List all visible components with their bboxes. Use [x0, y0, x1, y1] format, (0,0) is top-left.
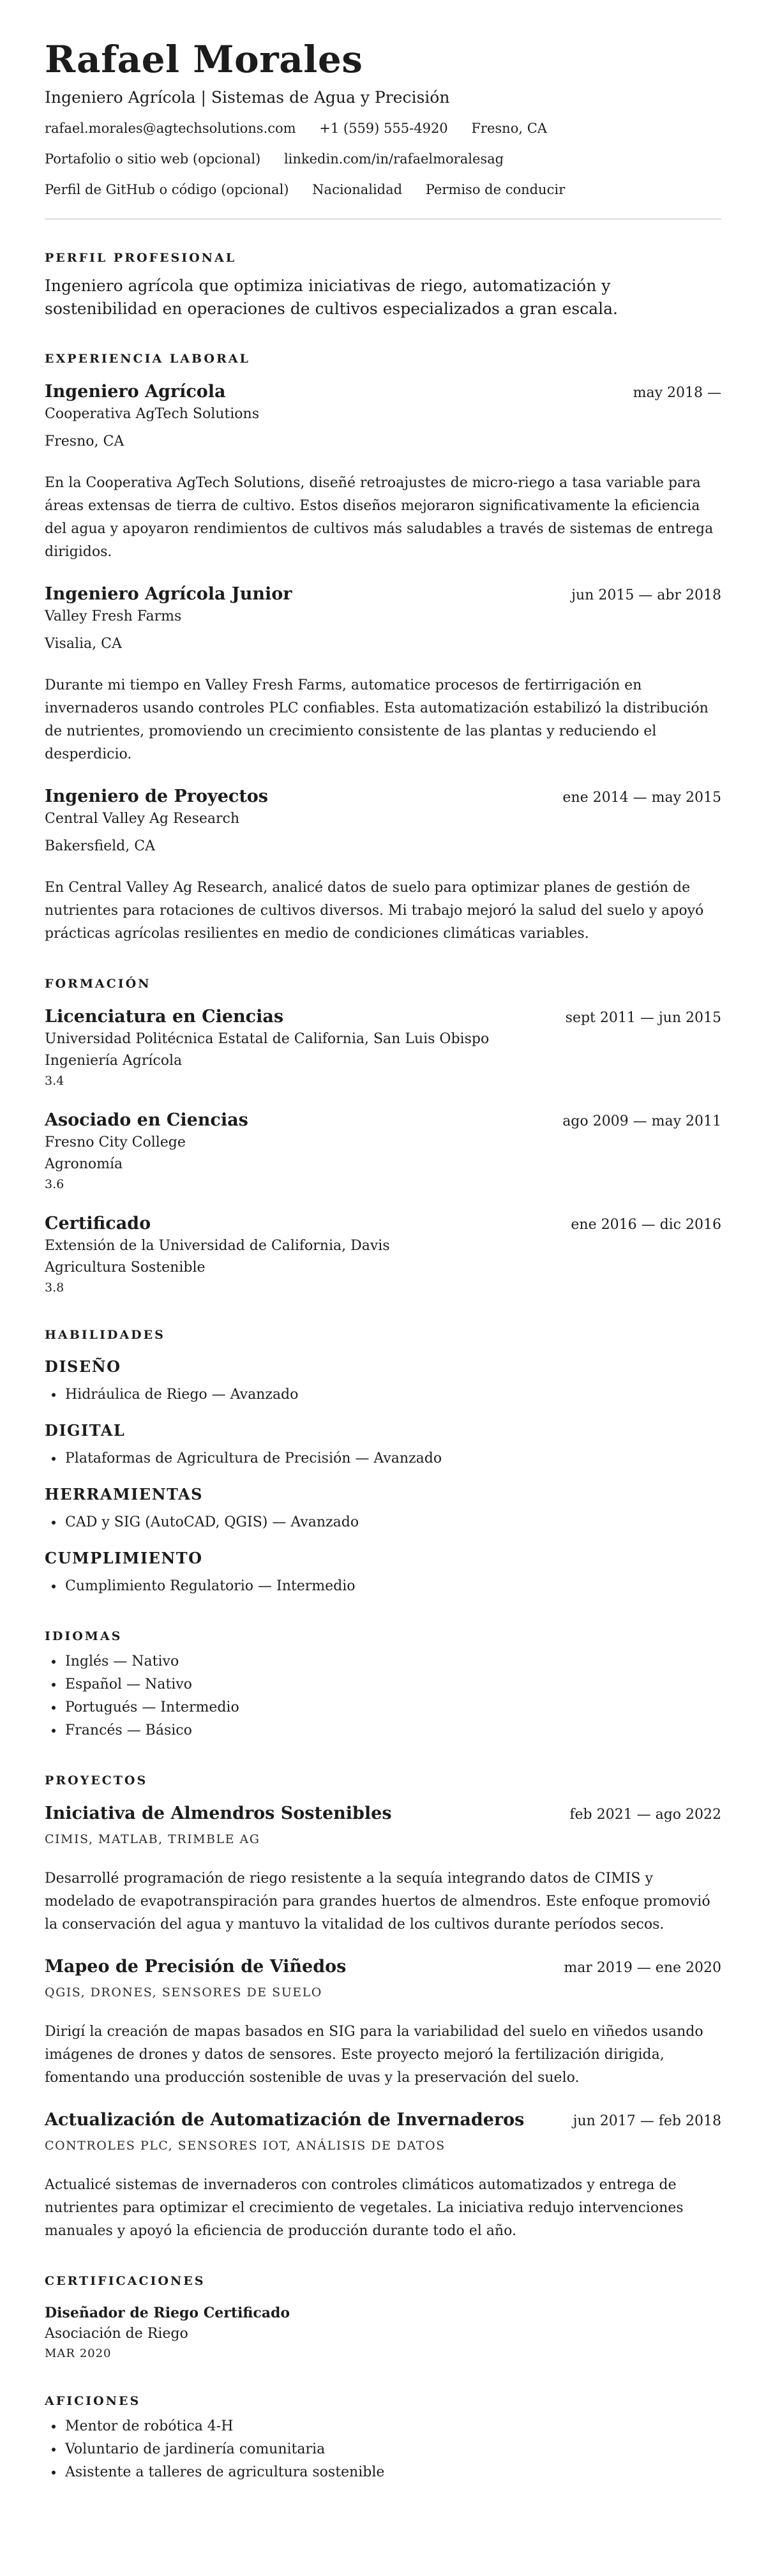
project-entry	[45, 1802, 721, 1936]
education-dates: sept 2011 — jun 2015	[565, 1010, 721, 1026]
certification-entry	[45, 2303, 721, 2363]
skill-items	[45, 1447, 721, 1470]
education-school: Fresno City College	[45, 1134, 186, 1150]
contact-nationality: Nacionalidad	[312, 182, 403, 197]
experience-role: Ingeniero Agrícola	[45, 382, 226, 402]
experience-location: Fresno, CA	[45, 433, 124, 449]
project-name: Mapeo de Precisión de Viñedos	[45, 1957, 347, 1977]
skill-category: DIGITAL	[45, 1421, 126, 1440]
certification-date: MAR 2020	[45, 2347, 112, 2360]
experience-role: Ingeniero Agrícola Junior	[45, 584, 292, 604]
section-title-experience: EXPERIENCIA LABORAL	[45, 352, 250, 366]
education-list	[45, 1006, 721, 1297]
experience-entry	[45, 380, 721, 564]
education-dates: ago 2009 — may 2011	[562, 1113, 721, 1129]
skill-category: CUMPLIMIENTO	[45, 1549, 203, 1567]
skill-item: • CAD y SIG (AutoCAD, QGIS) — Avanzado	[64, 1511, 721, 1534]
project-tech: QGIS, DRONES, SENSORES DE SUELO	[45, 1985, 322, 2000]
section-title-certifications: CERTIFICACIONES	[45, 2274, 206, 2288]
skill-item: • Plataformas de Agricultura de Precisión — Avanzado	[64, 1447, 721, 1470]
project-tech: CIMIS, MATLAB, TRIMBLE AG	[45, 1832, 260, 1846]
skill-items	[45, 1511, 721, 1534]
experience-description: En la Cooperativa AgTech Solutions, diseñé retroajustes de micro-riego a tasa variable para áreas extensas de tierra de cultivo. Estos diseños mejoraron significativamente la eficiencia del agua y apoyaron rendimientos de cultivos más saludables a través de sistemas de entrega dirigidos.	[45, 475, 714, 560]
certification-name: Diseñador de Riego Certificado	[45, 2305, 290, 2321]
section-title-projects: PROYECTOS	[45, 1774, 148, 1788]
project-entry	[45, 1955, 721, 2090]
education-field: Agricultura Sostenible	[45, 1260, 206, 1276]
language-item: • Francés — Básico	[64, 1719, 721, 1742]
contact-portfolio[interactable]: Portafolio o sitio web (opcional)	[45, 151, 261, 167]
education-school: Universidad Politécnica Estatal de California, San Luis Obispo	[45, 1031, 490, 1047]
contact-location: Fresno, CA	[471, 121, 547, 136]
skill-items	[45, 1383, 721, 1406]
experience-entry	[45, 583, 721, 766]
experience-location: Bakersfield, CA	[45, 838, 155, 854]
language-item: • Español — Nativo	[64, 1673, 721, 1696]
experience-dates: jun 2015 — abr 2018	[571, 587, 721, 603]
project-description: Dirigí la creación de mapas basados en SIG para la variabilidad del suelo en viñedos usando imágenes de drones y datos de sensores. Este proyecto mejoró la fertilización dirigida, fomentando una producción sostenible de uvas y la preservación del suelo.	[45, 2024, 703, 2086]
contact-phone[interactable]: +1 (559) 555-4920	[319, 121, 448, 136]
contact-row-links	[45, 148, 721, 170]
certification-org: Asociación de Riego	[45, 2326, 188, 2342]
project-dates: feb 2021 — ago 2022	[569, 1807, 721, 1823]
contact-row-primary	[45, 117, 721, 139]
experience-location: Visalia, CA	[45, 636, 122, 652]
experience-description: Durante mi tiempo en Valley Fresh Farms, automatice procesos de fertirrigación en invernaderos usando controles PLC confiables. Esta automatización estabilizó la distribución de nutrientes, promoviendo un crecimiento consistente de las plantas y reduciendo el desperdicio.	[45, 677, 709, 762]
experience-company: Central Valley Ag Research	[45, 811, 240, 827]
skill-category: HERRAMIENTAS	[45, 1485, 204, 1503]
header-divider	[45, 218, 721, 220]
education-entry	[45, 1212, 721, 1297]
experience-dates: may 2018 —	[633, 385, 721, 401]
education-gpa: 3.8	[45, 1281, 64, 1295]
experience-company: Valley Fresh Farms	[45, 608, 182, 624]
experience-role: Ingeniero de Proyectos	[45, 787, 268, 806]
skill-items	[45, 1575, 721, 1598]
project-dates: mar 2019 — ene 2020	[564, 1960, 721, 1976]
experience-description: En Central Valley Ag Research, analicé datos de suelo para optimizar planes de gestión de nutrientes para rotaciones de cultivos diversos. Mi trabajo mejoró la salud del suelo y apoyó prácticas agrícolas resilientes en medio de condiciones climáticas variables.	[45, 880, 704, 942]
skills-list	[45, 1357, 721, 1598]
experience-entry	[45, 785, 721, 945]
projects-list	[45, 1802, 721, 2243]
contact-row-extra	[45, 179, 721, 200]
experience-list	[45, 380, 721, 945]
section-title-languages: IDIOMAS	[45, 1629, 123, 1643]
hobby-item: • Asistente a talleres de agricultura sostenible	[64, 2461, 721, 2484]
education-school: Extensión de la Universidad de California, Davis	[45, 1238, 390, 1254]
project-dates: jun 2017 — feb 2018	[573, 2113, 721, 2129]
section-title-education: FORMACIÓN	[45, 977, 151, 991]
project-description: Desarrollé programación de riego resistente a la sequía integrando datos de CIMIS y modelado de evapotranspiración para grandes huertos de almendros. Este enfoque promovió la conservación del agua y mantuvo la vitalidad de los cultivos durante períodos secos.	[45, 1871, 710, 1932]
education-field: Ingeniería Agrícola	[45, 1053, 183, 1069]
education-gpa: 3.4	[45, 1074, 64, 1088]
section-title-skills: HABILIDADES	[45, 1328, 165, 1342]
hobby-item: • Mentor de robótica 4-H	[64, 2415, 721, 2438]
education-field: Agronomía	[45, 1156, 123, 1172]
skill-category: DISEÑO	[45, 1357, 121, 1376]
hobby-item: • Voluntario de jardinería comunitaria	[64, 2438, 721, 2461]
education-degree: Licenciatura en Ciencias	[45, 1007, 284, 1027]
contact-email[interactable]: rafael.morales@agtechsolutions.com	[45, 121, 296, 136]
education-entry	[45, 1109, 721, 1193]
education-dates: ene 2016 — dic 2016	[571, 1217, 721, 1233]
project-name: Iniciativa de Almendros Sostenibles	[45, 1804, 392, 1823]
project-name: Actualización de Automatización de Invernaderos	[45, 2110, 525, 2130]
project-tech: CONTROLES PLC, SENSORES IOT, ANÁLISIS DE DATOS	[45, 2139, 446, 2153]
hobbies-list	[45, 2415, 721, 2484]
candidate-tagline: Ingeniero Agrícola | Sistemas de Agua y Precisión	[45, 88, 450, 107]
skill-item: • Hidráulica de Riego — Avanzado	[64, 1383, 721, 1406]
project-description: Actualicé sistemas de invernaderos con controles climáticos automatizados y entrega de nutrientes para optimizar el crecimiento de vegetales. La iniciativa redujo intervenciones manuales y apoyó la eficiencia de producción durante todo el año.	[45, 2177, 684, 2239]
skill-item: • Cumplimiento Regulatorio — Intermedio	[64, 1575, 721, 1598]
education-gpa: 3.6	[45, 1177, 64, 1191]
education-degree: Asociado en Ciencias	[45, 1110, 248, 1130]
project-entry	[45, 2109, 721, 2243]
contact-github[interactable]: Perfil de GitHub o código (opcional)	[45, 182, 289, 197]
language-item: • Inglés — Nativo	[64, 1650, 721, 1673]
section-title-summary: PERFIL PROFESIONAL	[45, 251, 237, 265]
education-entry	[45, 1006, 721, 1090]
language-item: • Portugués — Intermedio	[64, 1696, 721, 1719]
summary-text: Ingeniero agrícola que optimiza iniciativas de riego, automatización y sostenibilidad en operaciones de cultivos especializados a gran escala.	[45, 276, 618, 318]
section-title-hobbies: AFICIONES	[45, 2394, 141, 2408]
education-degree: Certificado	[45, 1214, 151, 1233]
languages-list	[45, 1650, 721, 1742]
contact-license: Permiso de conducir	[425, 182, 566, 197]
experience-company: Cooperativa AgTech Solutions	[45, 406, 260, 422]
experience-dates: ene 2014 — may 2015	[562, 790, 721, 806]
candidate-name: Rafael Morales	[45, 38, 363, 81]
contact-linkedin[interactable]: linkedin.com/in/rafaelmoralesag	[283, 151, 504, 167]
